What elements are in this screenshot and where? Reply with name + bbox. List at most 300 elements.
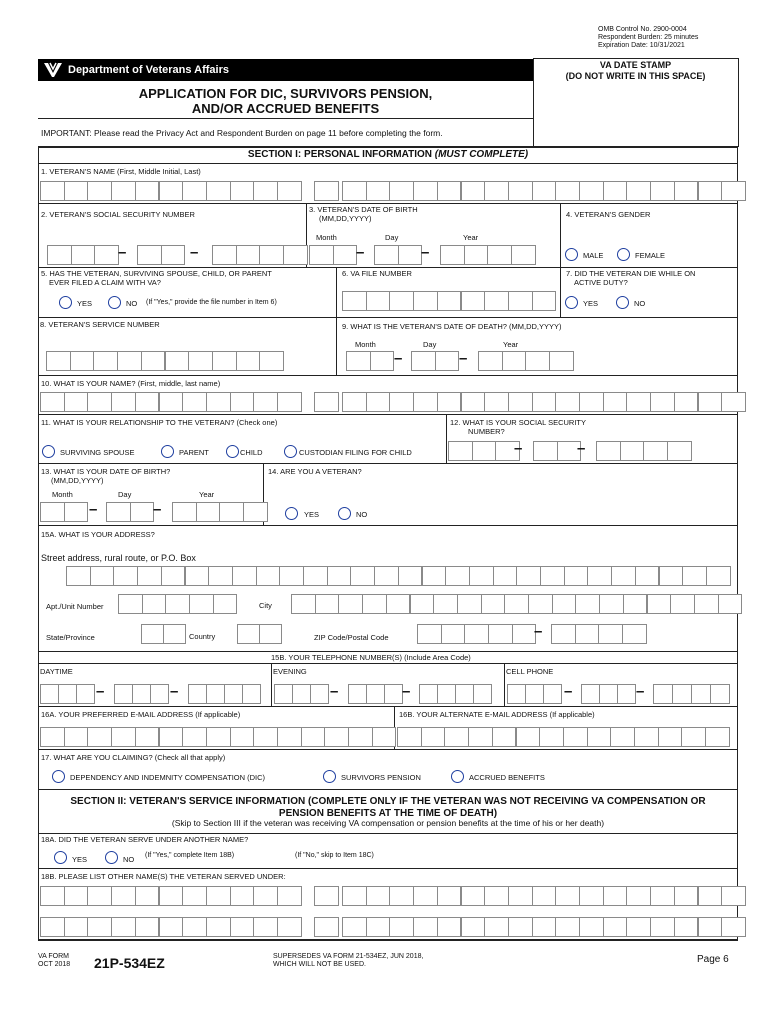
zip-ext-box[interactable]: [575, 624, 600, 644]
street-address-box[interactable]: [659, 566, 684, 586]
veteran-ssn-box[interactable]: [71, 245, 96, 265]
survivors-pension-checkbox[interactable]: [323, 770, 336, 783]
va-file-number-box[interactable]: [508, 291, 533, 311]
other-name-first-box[interactable]: [87, 886, 112, 906]
other-name-last-box[interactable]: [721, 886, 746, 906]
your-last-name-box[interactable]: [650, 392, 675, 412]
va-file-number-box[interactable]: [437, 291, 462, 311]
other-name-last-box[interactable]: [579, 917, 604, 937]
your-first-name-box[interactable]: [111, 392, 136, 412]
other-name-last-box[interactable]: [698, 917, 723, 937]
alternate-email-box[interactable]: [444, 727, 469, 747]
preferred-email-box[interactable]: [40, 727, 65, 747]
other-name-last-box[interactable]: [366, 886, 391, 906]
veteran-last-name-box[interactable]: [461, 181, 486, 201]
veteran-ssn-box[interactable]: [212, 245, 237, 265]
preferred-email-box[interactable]: [182, 727, 207, 747]
your-first-name-box[interactable]: [87, 392, 112, 412]
preferred-email-box[interactable]: [324, 727, 349, 747]
city-box[interactable]: [504, 594, 529, 614]
your-last-name-box[interactable]: [508, 392, 533, 412]
daytime-phone-box[interactable]: [58, 684, 77, 704]
other-name-first-box[interactable]: [182, 917, 207, 937]
street-address-box[interactable]: [445, 566, 470, 586]
zip-code-box[interactable]: [417, 624, 442, 644]
your-dob-day-box[interactable]: [106, 502, 131, 522]
alternate-email-box[interactable]: [658, 727, 683, 747]
evening-phone-box[interactable]: [292, 684, 311, 704]
alternate-email-box[interactable]: [563, 727, 588, 747]
other-name-first-box[interactable]: [277, 917, 302, 937]
your-last-name-box[interactable]: [721, 392, 746, 412]
veteran-last-name-box[interactable]: [603, 181, 628, 201]
other-name-last-box[interactable]: [437, 917, 462, 937]
va-file-number-box[interactable]: [389, 291, 414, 311]
cell-phone-box[interactable]: [581, 684, 600, 704]
other-name-first-box[interactable]: [206, 886, 231, 906]
zip-code-box[interactable]: [488, 624, 513, 644]
country-box[interactable]: [237, 624, 260, 644]
death-day-box[interactable]: [411, 351, 436, 371]
your-first-name-box[interactable]: [253, 392, 278, 412]
apt-number-box[interactable]: [213, 594, 238, 614]
veteran-ssn-box[interactable]: [236, 245, 261, 265]
preferred-email-box[interactable]: [253, 727, 278, 747]
other-name-last-box[interactable]: [603, 917, 628, 937]
death-year-box[interactable]: [478, 351, 503, 371]
service-number-box[interactable]: [259, 351, 284, 371]
veteran-ssn-box[interactable]: [94, 245, 119, 265]
city-box[interactable]: [386, 594, 411, 614]
death-day-box[interactable]: [435, 351, 460, 371]
street-address-box[interactable]: [113, 566, 138, 586]
street-address-box[interactable]: [161, 566, 186, 586]
preferred-email-box[interactable]: [87, 727, 112, 747]
preferred-email-box[interactable]: [206, 727, 231, 747]
your-last-name-box[interactable]: [532, 392, 557, 412]
other-name-first-box[interactable]: [253, 886, 278, 906]
city-box[interactable]: [623, 594, 648, 614]
your-last-name-box[interactable]: [555, 392, 580, 412]
state-box[interactable]: [163, 624, 186, 644]
other-name-first-box[interactable]: [277, 886, 302, 906]
street-address-box[interactable]: [635, 566, 660, 586]
alternate-email-box[interactable]: [539, 727, 564, 747]
your-middle-initial-box[interactable]: [314, 392, 339, 412]
your-dob-year-box[interactable]: [219, 502, 244, 522]
other-name-last-box[interactable]: [555, 886, 580, 906]
street-address-box[interactable]: [350, 566, 375, 586]
zip-code-box[interactable]: [464, 624, 489, 644]
city-box[interactable]: [481, 594, 506, 614]
street-address-box[interactable]: [540, 566, 565, 586]
daytime-phone-box[interactable]: [76, 684, 95, 704]
city-box[interactable]: [457, 594, 482, 614]
country-box[interactable]: [259, 624, 282, 644]
death-year-box[interactable]: [502, 351, 527, 371]
evening-phone-box[interactable]: [348, 684, 367, 704]
male-radio[interactable]: [565, 248, 578, 261]
city-box[interactable]: [670, 594, 695, 614]
your-ssn-box[interactable]: [472, 441, 497, 461]
street-address-box[interactable]: [232, 566, 257, 586]
other-name-last-box[interactable]: [461, 917, 486, 937]
daytime-phone-box[interactable]: [132, 684, 151, 704]
other-name-last-box[interactable]: [650, 917, 675, 937]
other-name-first-box[interactable]: [64, 917, 89, 937]
your-first-name-box[interactable]: [40, 392, 65, 412]
your-last-name-box[interactable]: [342, 392, 367, 412]
apt-number-box[interactable]: [118, 594, 143, 614]
service-number-box[interactable]: [212, 351, 237, 371]
daytime-phone-box[interactable]: [188, 684, 207, 704]
your-dob-month-box[interactable]: [40, 502, 65, 522]
veteran-last-name-box[interactable]: [413, 181, 438, 201]
active-duty-yes-radio[interactable]: [565, 296, 578, 309]
other-name-first-box[interactable]: [230, 917, 255, 937]
other-name-last-box[interactable]: [626, 886, 651, 906]
city-box[interactable]: [433, 594, 458, 614]
your-dob-year-box[interactable]: [172, 502, 197, 522]
veteran-first-name-box[interactable]: [64, 181, 89, 201]
your-ssn-box[interactable]: [448, 441, 473, 461]
veteran-first-name-box[interactable]: [135, 181, 160, 201]
veteran-first-name-box[interactable]: [182, 181, 207, 201]
death-year-box[interactable]: [549, 351, 574, 371]
cell-phone-box[interactable]: [617, 684, 636, 704]
other-name-last-box[interactable]: [626, 917, 651, 937]
other-name-last-box[interactable]: [698, 886, 723, 906]
evening-phone-box[interactable]: [473, 684, 492, 704]
city-box[interactable]: [694, 594, 719, 614]
street-address-box[interactable]: [279, 566, 304, 586]
evening-phone-box[interactable]: [310, 684, 329, 704]
va-file-number-box[interactable]: [484, 291, 509, 311]
death-year-box[interactable]: [525, 351, 550, 371]
apt-number-box[interactable]: [165, 594, 190, 614]
child-radio[interactable]: [226, 445, 239, 458]
veteran-first-name-box[interactable]: [87, 181, 112, 201]
veteran-dob-year-box[interactable]: [487, 245, 512, 265]
your-first-name-box[interactable]: [64, 392, 89, 412]
other-name-first-box[interactable]: [111, 886, 136, 906]
preferred-email-box[interactable]: [111, 727, 136, 747]
veteran-first-name-box[interactable]: [277, 181, 302, 201]
daytime-phone-box[interactable]: [114, 684, 133, 704]
your-last-name-box[interactable]: [389, 392, 414, 412]
active-duty-no-radio[interactable]: [616, 296, 629, 309]
veteran-dob-month-box[interactable]: [309, 245, 334, 265]
other-name-yes-radio[interactable]: [54, 851, 67, 864]
street-address-box[interactable]: [422, 566, 447, 586]
street-address-box[interactable]: [256, 566, 281, 586]
dic-checkbox[interactable]: [52, 770, 65, 783]
veteran-last-name-box[interactable]: [342, 181, 367, 201]
surviving-spouse-radio[interactable]: [42, 445, 55, 458]
veteran-last-name-box[interactable]: [555, 181, 580, 201]
other-name-last-box[interactable]: [366, 917, 391, 937]
veteran-ssn-box[interactable]: [259, 245, 284, 265]
other-name-last-box[interactable]: [508, 886, 533, 906]
city-box[interactable]: [647, 594, 672, 614]
alternate-email-box[interactable]: [468, 727, 493, 747]
street-address-box[interactable]: [66, 566, 91, 586]
city-box[interactable]: [718, 594, 743, 614]
other-name-last-box[interactable]: [603, 886, 628, 906]
other-name-last-box[interactable]: [342, 886, 367, 906]
service-number-box[interactable]: [141, 351, 166, 371]
veteran-last-name-box[interactable]: [508, 181, 533, 201]
street-address-box[interactable]: [208, 566, 233, 586]
alternate-email-box[interactable]: [492, 727, 517, 747]
service-number-box[interactable]: [165, 351, 190, 371]
filed-claim-yes-radio[interactable]: [59, 296, 72, 309]
other-name-last-box[interactable]: [650, 886, 675, 906]
veteran-last-name-box[interactable]: [721, 181, 746, 201]
your-first-name-box[interactable]: [230, 392, 255, 412]
other-name-last-box[interactable]: [532, 917, 557, 937]
your-last-name-box[interactable]: [698, 392, 723, 412]
street-address-box[interactable]: [469, 566, 494, 586]
other-name-last-box[interactable]: [413, 917, 438, 937]
alternate-email-box[interactable]: [397, 727, 422, 747]
your-last-name-box[interactable]: [579, 392, 604, 412]
veteran-first-name-box[interactable]: [40, 181, 65, 201]
veteran-first-name-box[interactable]: [230, 181, 255, 201]
other-name-last-box[interactable]: [389, 917, 414, 937]
street-address-box[interactable]: [564, 566, 589, 586]
va-file-number-box[interactable]: [342, 291, 367, 311]
death-month-box[interactable]: [370, 351, 395, 371]
veteran-dob-day-box[interactable]: [374, 245, 399, 265]
alternate-email-box[interactable]: [421, 727, 446, 747]
city-box[interactable]: [528, 594, 553, 614]
street-address-box[interactable]: [90, 566, 115, 586]
street-address-box[interactable]: [706, 566, 731, 586]
evening-phone-box[interactable]: [419, 684, 438, 704]
alternate-email-box[interactable]: [516, 727, 541, 747]
evening-phone-box[interactable]: [274, 684, 293, 704]
street-address-box[interactable]: [185, 566, 210, 586]
preferred-email-box[interactable]: [301, 727, 326, 747]
other-name-middle-box[interactable]: [314, 917, 339, 937]
street-address-box[interactable]: [493, 566, 518, 586]
daytime-phone-box[interactable]: [242, 684, 261, 704]
your-dob-month-box[interactable]: [64, 502, 89, 522]
other-name-last-box[interactable]: [721, 917, 746, 937]
your-last-name-box[interactable]: [437, 392, 462, 412]
service-number-box[interactable]: [93, 351, 118, 371]
female-radio[interactable]: [617, 248, 630, 261]
veteran-dob-month-box[interactable]: [333, 245, 358, 265]
veteran-first-name-box[interactable]: [206, 181, 231, 201]
your-dob-year-box[interactable]: [243, 502, 268, 522]
street-address-box[interactable]: [516, 566, 541, 586]
veteran-dob-year-box[interactable]: [440, 245, 465, 265]
other-name-first-box[interactable]: [182, 886, 207, 906]
your-last-name-box[interactable]: [626, 392, 651, 412]
custodian-radio[interactable]: [284, 445, 297, 458]
veteran-last-name-box[interactable]: [532, 181, 557, 201]
veteran-first-name-box[interactable]: [159, 181, 184, 201]
apt-number-box[interactable]: [142, 594, 167, 614]
veteran-last-name-box[interactable]: [626, 181, 651, 201]
other-name-last-box[interactable]: [674, 917, 699, 937]
veteran-last-name-box[interactable]: [437, 181, 462, 201]
your-dob-day-box[interactable]: [130, 502, 155, 522]
other-name-last-box[interactable]: [389, 886, 414, 906]
other-name-first-box[interactable]: [159, 886, 184, 906]
cell-phone-box[interactable]: [507, 684, 526, 704]
street-address-box[interactable]: [682, 566, 707, 586]
city-box[interactable]: [291, 594, 316, 614]
preferred-email-box[interactable]: [159, 727, 184, 747]
cell-phone-box[interactable]: [672, 684, 692, 704]
your-first-name-box[interactable]: [277, 392, 302, 412]
other-name-last-box[interactable]: [508, 917, 533, 937]
street-address-box[interactable]: [303, 566, 328, 586]
city-box[interactable]: [552, 594, 577, 614]
other-name-last-box[interactable]: [413, 886, 438, 906]
cell-phone-box[interactable]: [525, 684, 544, 704]
other-name-last-box[interactable]: [342, 917, 367, 937]
va-file-number-box[interactable]: [413, 291, 438, 311]
accrued-checkbox[interactable]: [451, 770, 464, 783]
city-box[interactable]: [338, 594, 363, 614]
alternate-email-box[interactable]: [681, 727, 706, 747]
daytime-phone-box[interactable]: [206, 684, 225, 704]
preferred-email-box[interactable]: [348, 727, 373, 747]
other-name-first-box[interactable]: [135, 886, 160, 906]
other-name-last-box[interactable]: [579, 886, 604, 906]
city-box[interactable]: [315, 594, 340, 614]
parent-radio[interactable]: [161, 445, 174, 458]
zip-code-box[interactable]: [441, 624, 466, 644]
zip-ext-box[interactable]: [551, 624, 576, 644]
cell-phone-box[interactable]: [653, 684, 673, 704]
your-last-name-box[interactable]: [461, 392, 486, 412]
service-number-box[interactable]: [188, 351, 213, 371]
veteran-last-name-box[interactable]: [674, 181, 699, 201]
other-name-last-box[interactable]: [484, 917, 509, 937]
street-address-box[interactable]: [374, 566, 399, 586]
veteran-first-name-box[interactable]: [111, 181, 136, 201]
street-address-box[interactable]: [137, 566, 162, 586]
preferred-email-box[interactable]: [277, 727, 302, 747]
other-name-middle-box[interactable]: [314, 886, 339, 906]
cell-phone-box[interactable]: [599, 684, 618, 704]
your-ssn-box[interactable]: [667, 441, 692, 461]
other-name-first-box[interactable]: [253, 917, 278, 937]
your-first-name-box[interactable]: [182, 392, 207, 412]
service-number-box[interactable]: [236, 351, 261, 371]
preferred-email-box[interactable]: [372, 727, 397, 747]
service-number-box[interactable]: [117, 351, 142, 371]
other-name-first-box[interactable]: [111, 917, 136, 937]
daytime-phone-box[interactable]: [40, 684, 59, 704]
your-dob-year-box[interactable]: [196, 502, 221, 522]
preferred-email-box[interactable]: [230, 727, 255, 747]
veteran-dob-year-box[interactable]: [464, 245, 489, 265]
your-ssn-box[interactable]: [596, 441, 621, 461]
veteran-last-name-box[interactable]: [579, 181, 604, 201]
other-name-first-box[interactable]: [40, 917, 65, 937]
preferred-email-box[interactable]: [135, 727, 160, 747]
other-name-first-box[interactable]: [230, 886, 255, 906]
veteran-yes-radio[interactable]: [285, 507, 298, 520]
daytime-phone-box[interactable]: [224, 684, 243, 704]
other-name-first-box[interactable]: [64, 886, 89, 906]
veteran-first-name-box[interactable]: [253, 181, 278, 201]
other-name-last-box[interactable]: [437, 886, 462, 906]
your-last-name-box[interactable]: [674, 392, 699, 412]
other-name-last-box[interactable]: [461, 886, 486, 906]
city-box[interactable]: [575, 594, 600, 614]
veteran-last-name-box[interactable]: [484, 181, 509, 201]
veteran-dob-year-box[interactable]: [511, 245, 536, 265]
street-address-box[interactable]: [398, 566, 423, 586]
va-file-number-box[interactable]: [366, 291, 391, 311]
zip-ext-box[interactable]: [598, 624, 623, 644]
other-name-first-box[interactable]: [206, 917, 231, 937]
veteran-ssn-box[interactable]: [47, 245, 72, 265]
apt-number-box[interactable]: [189, 594, 214, 614]
your-first-name-box[interactable]: [206, 392, 231, 412]
cell-phone-box[interactable]: [543, 684, 562, 704]
your-first-name-box[interactable]: [135, 392, 160, 412]
evening-phone-box[interactable]: [366, 684, 385, 704]
veteran-ssn-box[interactable]: [137, 245, 162, 265]
street-address-box[interactable]: [327, 566, 352, 586]
other-name-last-box[interactable]: [674, 886, 699, 906]
your-last-name-box[interactable]: [484, 392, 509, 412]
evening-phone-box[interactable]: [455, 684, 474, 704]
veteran-last-name-box[interactable]: [650, 181, 675, 201]
evening-phone-box[interactable]: [384, 684, 403, 704]
other-name-first-box[interactable]: [87, 917, 112, 937]
street-address-box[interactable]: [587, 566, 612, 586]
other-name-first-box[interactable]: [40, 886, 65, 906]
veteran-dob-day-box[interactable]: [398, 245, 423, 265]
veteran-no-radio[interactable]: [338, 507, 351, 520]
evening-phone-box[interactable]: [437, 684, 456, 704]
cell-phone-box[interactable]: [691, 684, 711, 704]
city-box[interactable]: [410, 594, 435, 614]
veteran-ssn-box[interactable]: [283, 245, 308, 265]
va-file-number-box[interactable]: [461, 291, 486, 311]
va-file-number-box[interactable]: [532, 291, 557, 311]
veteran-last-name-box[interactable]: [389, 181, 414, 201]
alternate-email-box[interactable]: [705, 727, 730, 747]
veteran-middle-initial-box[interactable]: [314, 181, 339, 201]
veteran-last-name-box[interactable]: [698, 181, 723, 201]
state-box[interactable]: [141, 624, 164, 644]
your-last-name-box[interactable]: [603, 392, 628, 412]
veteran-last-name-box[interactable]: [366, 181, 391, 201]
your-ssn-box[interactable]: [620, 441, 645, 461]
other-name-last-box[interactable]: [484, 886, 509, 906]
other-name-first-box[interactable]: [159, 917, 184, 937]
your-first-name-box[interactable]: [159, 392, 184, 412]
cell-phone-box[interactable]: [710, 684, 730, 704]
your-ssn-box[interactable]: [533, 441, 558, 461]
your-last-name-box[interactable]: [413, 392, 438, 412]
death-month-box[interactable]: [346, 351, 371, 371]
service-number-box[interactable]: [46, 351, 71, 371]
preferred-email-box[interactable]: [64, 727, 89, 747]
alternate-email-box[interactable]: [587, 727, 612, 747]
alternate-email-box[interactable]: [634, 727, 659, 747]
